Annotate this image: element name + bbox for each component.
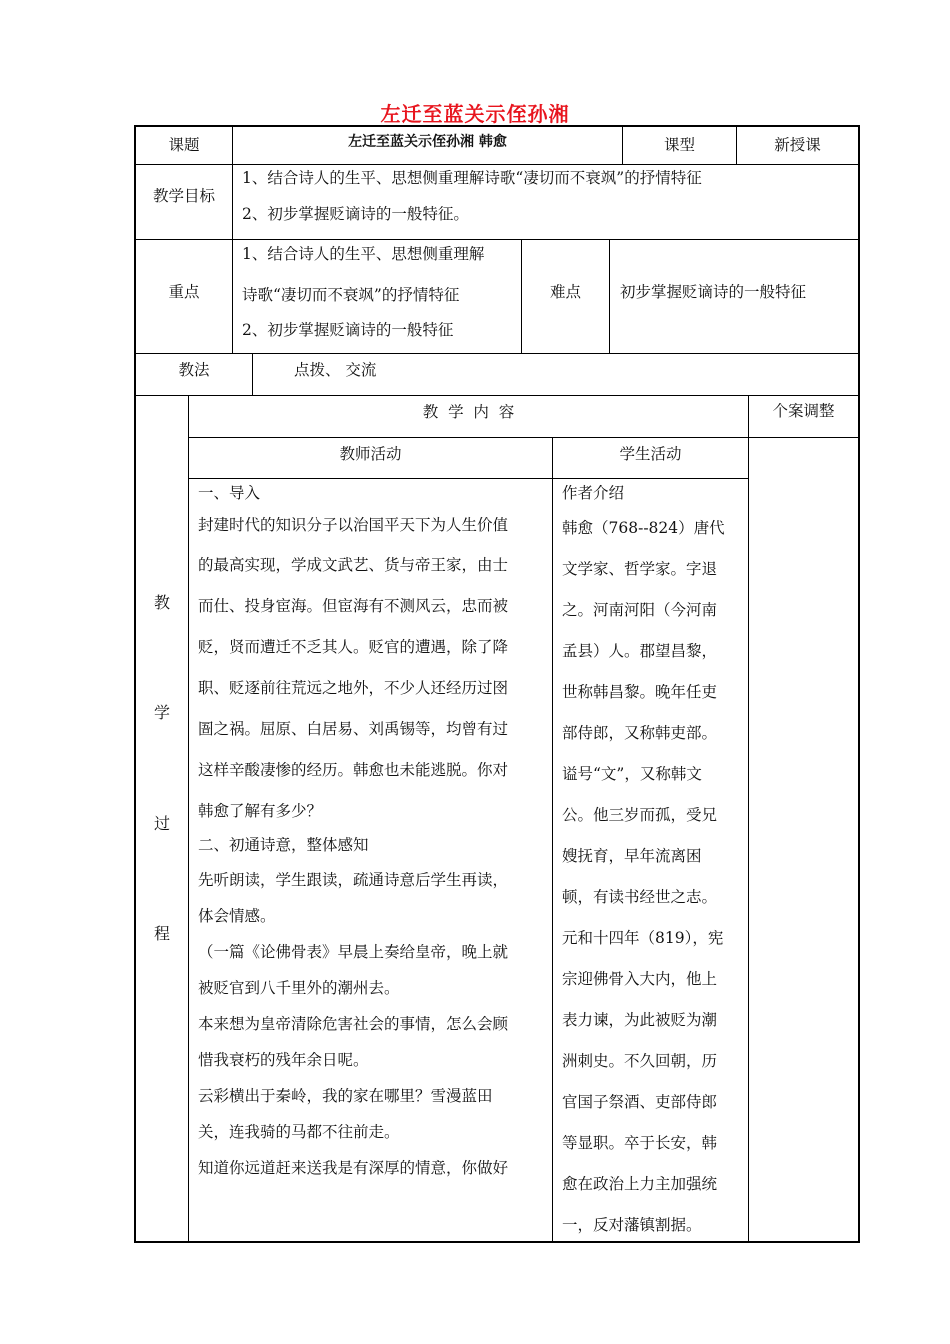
- teacher-line: 先听朗读，学生跟读，疏通诗意后学生再读，: [198, 871, 509, 889]
- key-point-line-3: 2、初步掌握贬谪诗的一般特征: [242, 321, 454, 339]
- student-line: 公。他三岁而孤，受兄: [562, 806, 718, 824]
- student-line: 洲刺史。不久回朝，历: [562, 1052, 718, 1070]
- student-line: 官国子祭酒、吏部侍郎: [562, 1093, 718, 1111]
- topic-value: 左迁至蓝关示侄孙湘 韩愈: [348, 134, 507, 150]
- teacher-line: 圄之祸。屈原、白居易、刘禹锡等，均曾有过: [198, 720, 509, 738]
- student-line: 作者介绍: [562, 484, 625, 502]
- teacher-line: 这样辛酸凄惨的经历。韩愈也未能逃脱。你对: [198, 761, 509, 779]
- process-label-char-2: 学: [154, 703, 171, 722]
- student-line: 表力谏，为此被贬为潮: [562, 1011, 718, 1029]
- method-label: 教法: [178, 361, 210, 379]
- method-value: 点拨、 交流: [294, 361, 377, 379]
- student-line: 文学家、哲学家。字退: [562, 560, 718, 578]
- student-line: 宗迎佛骨入大内，他上: [562, 970, 718, 988]
- student-line: 一，反对藩镇割据。: [562, 1216, 702, 1234]
- student-line: 之。河南河阳（今河南: [562, 601, 718, 619]
- student-line: 韩愈（768--824）唐代: [562, 519, 725, 537]
- teacher-line: 知道你远道赶来送我是有深厚的情意，你做好: [198, 1159, 509, 1177]
- teacher-activity-header: 教师活动: [339, 445, 402, 463]
- teacher-line: 的最高实现，学成文武艺、货与帝王家，由士: [198, 556, 509, 574]
- teacher-line: 云彩横出于秦岭，我的家在哪里？雪漫蓝田: [198, 1087, 493, 1105]
- objectives-label: 教学目标: [152, 187, 215, 205]
- teacher-line: 职、贬逐前往荒远之地外，不少人还经历过囹: [198, 679, 509, 697]
- teacher-line: 被贬官到八千里外的潮州去。: [198, 979, 400, 997]
- document-title: 左迁至蓝关示侄孙湘: [380, 102, 570, 126]
- teacher-line: 而仕、投身宦海。但宦海有不测风云，忠而被: [198, 597, 509, 615]
- process-label-char-3: 过: [154, 814, 171, 833]
- teacher-line: 封建时代的知识分子以治国平天下为人生价值: [198, 516, 509, 534]
- topic-label: 课题: [168, 136, 200, 154]
- teacher-line: 贬，贤而遭迁不乏其人。贬官的遭遇，除了降: [198, 638, 509, 656]
- content-header: 教 学 内 容: [422, 403, 515, 421]
- case-adjustment-header: 个案调整: [772, 402, 835, 420]
- teacher-line: （一篇《论佛骨表》早晨上奏给皇帝，晚上就: [198, 943, 509, 961]
- teacher-line: 二、初通诗意，整体感知: [198, 836, 369, 854]
- student-activity-header: 学生活动: [619, 445, 682, 463]
- process-label-char-4: 程: [154, 924, 171, 943]
- teacher-line: 体会情感。: [198, 907, 276, 925]
- student-line: 元和十四年（819），宪: [562, 929, 724, 947]
- student-line: 等显职。卒于长安，韩: [562, 1134, 718, 1152]
- student-activity-text: [562, 483, 746, 1245]
- lesson-type-value: 新授课: [774, 136, 821, 154]
- student-line: 愈在政治上力主加强统: [562, 1175, 718, 1193]
- teacher-activity-text: [198, 483, 550, 1188]
- key-points-label: 重点: [168, 283, 200, 301]
- student-line: 顿，有读书经世之志。: [562, 888, 718, 906]
- teacher-line: 一、导入: [198, 484, 261, 502]
- teacher-line: 关，连我骑的马都不往前走。: [198, 1123, 400, 1141]
- key-point-line-1: 1、结合诗人的生平、思想侧重理解: [242, 245, 485, 263]
- objective-line-1: 1、结合诗人的生平、思想侧重理解诗歌“凄切而不衰飒”的抒情特征: [242, 169, 702, 187]
- student-line: 谥号“文”，又称韩文: [562, 765, 702, 783]
- student-line: 孟县）人。郡望昌黎，: [562, 642, 718, 660]
- student-line: 嫂抚育，早年流离困: [562, 847, 702, 865]
- student-line: 世称韩昌黎。晚年任吏: [562, 683, 718, 701]
- teacher-line: 惜我衰朽的残年余日呢。: [198, 1051, 369, 1069]
- objective-line-2: 2、初步掌握贬谪诗的一般特征。: [242, 205, 469, 223]
- lesson-type-label: 课型: [663, 136, 695, 154]
- process-label-char-1: 教: [154, 593, 171, 612]
- key-point-line-2: 诗歌“凄切而不衰飒”的抒情特征: [242, 286, 460, 304]
- difficulty-value: 初步掌握贬谪诗的一般特征: [620, 283, 807, 301]
- difficulty-label: 难点: [549, 283, 581, 301]
- teacher-line: 本来想为皇帝清除危害社会的事情，怎么会顾: [198, 1015, 509, 1033]
- student-line: 部侍郎，又称韩吏部。: [562, 724, 718, 742]
- teacher-line: 韩愈了解有多少？: [198, 802, 323, 820]
